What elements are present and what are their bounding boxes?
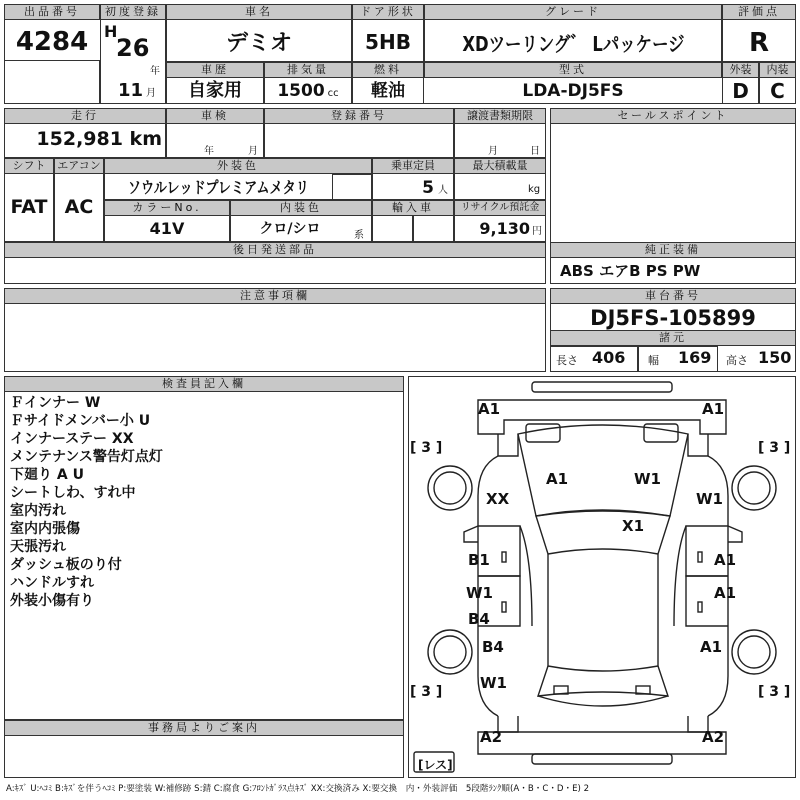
model-code: LDA-DJ5FS — [522, 81, 624, 101]
grid-fuel — [352, 62, 424, 104]
inspector-note: 下廻り A U — [10, 467, 84, 483]
grid-ext — [722, 62, 759, 104]
grid-line-door — [352, 4, 424, 62]
recycle-header: リサイクル預託金 — [454, 200, 546, 216]
exterior-grade: D — [732, 79, 749, 103]
door-type-header: ドア形状 — [352, 4, 424, 20]
color-no-header: カラーNo. — [104, 200, 230, 216]
tire-rear-left: [ 3 ] — [410, 684, 443, 700]
door-type: 5HB — [365, 30, 411, 54]
grid-dim-2 — [638, 346, 718, 372]
grid-transfer — [454, 108, 546, 158]
grid-intcolor — [230, 200, 372, 242]
chassis-header: 車台番号 — [550, 288, 796, 304]
displacement-header: 排気量 — [264, 62, 352, 78]
inspection-month-unit: 月 — [248, 146, 258, 157]
grid-dim-1 — [550, 346, 638, 372]
registration-month — [112, 80, 162, 105]
inspector-note: 天張汚れ — [10, 539, 66, 555]
length-value: 406 — [592, 348, 626, 367]
mark-left-rear-fender-b: W1 — [480, 674, 507, 692]
inspection-header: 車検 — [166, 108, 264, 124]
interior-grade: C — [770, 79, 785, 103]
mark-front-right-corner: A1 — [702, 400, 725, 418]
mark-hood-right: W1 — [634, 470, 661, 488]
max-load-header: 最大積載量 — [454, 158, 546, 174]
mark-right-rear-door: A1 — [714, 584, 737, 602]
tire-front-left: [ 3 ] — [410, 440, 443, 456]
inspector-notes — [10, 394, 400, 610]
interior-color-unit: 系 — [354, 230, 364, 241]
grid-line-grade — [424, 4, 722, 62]
inspector-note: ダッシュ板のり付 — [10, 557, 122, 573]
capacity-value: 5 — [422, 178, 434, 198]
recycle-value: 9,130 — [479, 219, 530, 238]
overall-score: R — [748, 28, 770, 58]
month-unit: 月 — [146, 88, 157, 99]
grid-disp — [264, 62, 352, 104]
history-header: 車歴 — [166, 62, 264, 78]
mileage: 152,981 km — [36, 128, 162, 150]
interior-grade-header: 内装 — [759, 62, 796, 78]
first-registration-header: 初度登録 — [100, 4, 166, 20]
mark-left-rear-fender-a: B4 — [482, 638, 504, 656]
grid-recycle — [454, 200, 546, 242]
inspection-year-unit: 年 — [204, 146, 214, 157]
era-letter: H — [104, 22, 118, 41]
tire-rr-value: 3 — [769, 684, 780, 700]
mark-rear-left-corner: A2 — [480, 728, 503, 746]
inspector-note: ハンドルすれ — [10, 575, 94, 591]
grid-ac — [54, 158, 104, 242]
shift-header: シフト — [4, 158, 54, 174]
import-header: 輸入車 — [372, 200, 454, 216]
year-unit: 年 — [150, 66, 160, 77]
registration-year: 26 — [116, 34, 150, 62]
car-name-header: 車名 — [166, 4, 352, 20]
mark-left-front-fender: XX — [486, 490, 510, 508]
chassis-number: DJ5FS-105899 — [590, 306, 756, 330]
interior-color: クロ/シロ — [259, 221, 321, 237]
mark-right-rear-fender: A1 — [700, 638, 723, 656]
tire-rl-value: 3 — [421, 684, 432, 700]
capacity-header: 乗車定員 — [372, 158, 454, 174]
grid-history — [166, 62, 264, 104]
inspector-note: シートしわ、すれ中 — [10, 485, 136, 501]
tire-rear-right: [ 3 ] — [758, 684, 791, 700]
recycle-unit: 円 — [532, 226, 542, 237]
inspector-note: 外装小傷有り — [10, 593, 94, 609]
interior-color-header: 内装色 — [230, 200, 372, 216]
car-diagram — [408, 376, 796, 778]
mark-right-front-door: A1 — [714, 551, 737, 569]
inspector-header: 検査員記入欄 — [4, 376, 404, 392]
mileage-header: 走行 — [4, 108, 166, 124]
mark-rear-right-corner: A2 — [702, 728, 725, 746]
displacement-unit: cc — [327, 88, 339, 99]
registration-no-header: 登録番号 — [264, 108, 454, 124]
max-load-unit: kg — [528, 184, 541, 195]
equipment-header: 純正装備 — [550, 242, 796, 258]
office-header: 事務局よりご案内 — [4, 720, 404, 736]
history: 自家用 — [188, 80, 242, 101]
grid-load — [454, 158, 546, 200]
grade-text: XDツーリング゛ Lパッケージ — [461, 32, 685, 56]
grid-shift — [4, 158, 54, 242]
inspector-note: 室内内張傷 — [10, 521, 80, 537]
score-header: 評価点 — [722, 4, 796, 20]
lot-number-header: 出品番号 — [4, 4, 100, 20]
spare-tire: [レス] — [418, 758, 453, 772]
mark-windshield: X1 — [622, 517, 645, 535]
inspector-note: Ｆサイドメンバー小 U — [10, 413, 151, 429]
car-name: デミオ — [225, 31, 292, 56]
lot-number: 4284 — [15, 27, 89, 57]
fuel: 軽油 — [371, 81, 405, 101]
caution-header: 注意事項欄 — [4, 288, 546, 304]
legend: A:ｷｽﾞ U:ﾍｺﾐ B:ｷｽﾞを伴うﾍｺﾐ P:要塗装 W:補修跡 S:錆 C:腐食 G:ﾌﾛﾝﾄｶﾞﾗｽ点ｷｽﾞ XX:交換済み X:要交換 内・外装評価 5段階ﾗﾝｸ順(A・B・C・D・E) 2 — [6, 784, 590, 794]
mark-left-rear-door-b: B4 — [468, 610, 490, 628]
lot-lower-cell — [4, 60, 100, 104]
mark-front-left-corner: A1 — [478, 400, 501, 418]
shift: FAT — [10, 196, 48, 218]
sales-point-header: セールスポイント — [550, 108, 796, 124]
grid-color-sub — [332, 174, 372, 200]
inspector-note: 室内汚れ — [10, 503, 66, 519]
mark-hood-left: A1 — [546, 470, 569, 488]
grid-colorno — [104, 200, 230, 242]
fuel-header: 燃料 — [352, 62, 424, 78]
width-label: 幅 — [648, 354, 659, 367]
later-parts-header: 後日発送部品 — [4, 242, 546, 258]
mark-left-front-door: B1 — [468, 551, 490, 569]
equipment: ABS エアB PS PW — [560, 262, 701, 280]
inspector-note: Ｆインナー W — [10, 395, 101, 411]
grid-line-score — [722, 4, 796, 62]
capacity-unit: 人 — [438, 185, 448, 196]
body-color-header: 外装色 — [104, 158, 372, 174]
dimensions-header: 諸元 — [550, 330, 796, 346]
transfer-deadline-header: 譲渡書類期限 — [454, 108, 546, 124]
width-value: 169 — [678, 348, 712, 367]
transfer-day-unit: 日 — [530, 146, 540, 157]
spare-value: レス — [423, 758, 448, 772]
height-label: 高さ — [726, 354, 748, 367]
displacement-value: 1500 — [277, 81, 325, 101]
mark-right-front-fender: W1 — [696, 490, 723, 508]
aircon-header: エアコン — [54, 158, 104, 174]
grid-reg — [264, 108, 454, 158]
grid-inspect — [166, 108, 264, 158]
tire-front-right: [ 3 ] — [758, 440, 791, 456]
model-header: 型式 — [424, 62, 722, 78]
body-color-text: ソウルレッドプレミアムメタリ — [127, 178, 309, 197]
color-no: 41V — [149, 219, 185, 238]
month-value: 11 — [117, 80, 144, 101]
length-label: 長さ — [556, 354, 578, 367]
mark-left-rear-door-a: W1 — [466, 584, 493, 602]
transfer-month-unit: 月 — [488, 146, 498, 157]
grid-line-name — [166, 4, 352, 62]
grid-mileage — [4, 108, 166, 158]
grade-header: グレード — [424, 4, 722, 20]
grid-int — [759, 62, 796, 104]
height-value: 150 — [758, 348, 792, 367]
exterior-grade-header: 外装 — [722, 62, 759, 78]
inspector-note: メンテナンス警告灯点灯 — [10, 449, 163, 465]
grid-capacity — [372, 158, 454, 200]
aircon: AC — [64, 196, 94, 218]
tire-fl-value: 3 — [421, 440, 432, 456]
grid-import-split — [412, 216, 414, 242]
tire-fr-value: 3 — [769, 440, 780, 456]
inspector-note: インナーステー XX — [10, 431, 134, 447]
